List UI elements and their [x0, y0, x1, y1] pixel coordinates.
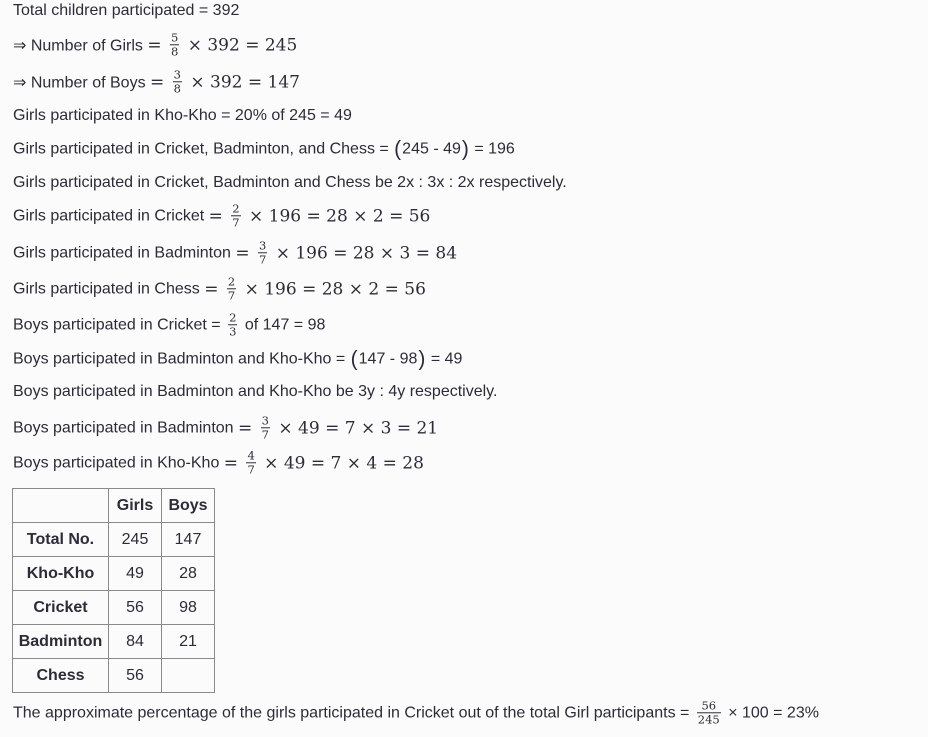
table-cell: 28 — [162, 557, 215, 591]
fraction — [170, 31, 179, 58]
table-row-label: Total No. — [13, 523, 109, 557]
solution-line — [13, 139, 515, 160]
fraction-denominator: 8 — [173, 81, 181, 96]
plain-text: Total children participated = 392 — [13, 2, 240, 19]
plain-text: ⇒ Number of Boys — [13, 74, 151, 91]
plain-text: Boys participated in Cricket = — [13, 316, 226, 333]
table-header-cell: Girls — [109, 489, 162, 523]
table-cell: 245 — [109, 523, 162, 557]
fraction-numerator: 3 — [173, 67, 181, 82]
math-text: = — [223, 453, 244, 473]
plain-text: Girls participated in Cricket, Badminton, and Chess = — [13, 140, 394, 157]
math-text: × 392 = 147 — [185, 72, 300, 92]
open-paren: ( — [350, 347, 358, 371]
solution-line — [13, 174, 567, 192]
table-header-row — [13, 489, 215, 523]
plain-text: Boys participated in Kho-Kho — [13, 454, 224, 471]
plain-text: Boys participated in Badminton and Kho-Kho = — [13, 350, 350, 367]
table-row-label: Chess — [13, 659, 109, 693]
solution-line — [13, 2, 239, 20]
table-header-cell — [13, 489, 109, 523]
fraction-numerator: 4 — [247, 448, 255, 463]
fraction — [261, 414, 270, 441]
fraction-denominator: 7 — [261, 427, 269, 442]
table-cell: 84 — [109, 625, 162, 659]
table-row — [13, 625, 215, 659]
summary-table-head — [13, 489, 215, 523]
solution-line — [13, 383, 497, 401]
fraction-numerator: 56 — [701, 698, 717, 713]
plain-text: Boys participated in Badminton and Kho-Kho be 3y : 4y respectively. — [13, 383, 498, 400]
table-row — [13, 591, 215, 625]
fraction-numerator: 2 — [232, 201, 240, 216]
plain-text: = 49 — [426, 350, 463, 367]
solution-line — [13, 414, 438, 441]
solution-line — [13, 275, 426, 302]
fraction — [258, 239, 267, 266]
table-row — [13, 659, 215, 693]
close-paren: ) — [418, 347, 426, 371]
fraction-numerator: 3 — [261, 413, 269, 428]
fraction-denominator: 8 — [170, 44, 179, 59]
plain-text: Girls participated in Cricket — [13, 207, 209, 224]
fraction — [246, 449, 255, 476]
close-paren: ) — [461, 137, 469, 161]
paren-content: 147 - 98 — [358, 350, 418, 367]
fraction-numerator: 3 — [258, 238, 267, 253]
table-cell: 49 — [109, 557, 162, 591]
table-cell: 21 — [162, 625, 215, 659]
fraction-denominator: 7 — [247, 462, 255, 477]
solution-line — [13, 449, 424, 476]
math-text: = — [150, 72, 170, 92]
plain-text: Girls participated in Chess — [13, 280, 205, 297]
table-row-label: Kho-Kho — [13, 557, 109, 591]
paren-content: 245 - 49 — [402, 140, 461, 157]
fraction-denominator: 3 — [229, 324, 237, 339]
solution-line — [13, 239, 457, 266]
table-row-label: Cricket — [13, 591, 109, 625]
math-text: × 196 = 28 × 2 = 56 — [239, 279, 426, 299]
math-text: × 49 = 7 × 4 = 28 — [258, 453, 424, 473]
footer-line — [13, 699, 819, 726]
math-text: = — [235, 243, 255, 263]
fraction-denominator: 245 — [697, 712, 720, 727]
math-text: = — [204, 279, 224, 299]
table-cell: 147 — [162, 523, 215, 557]
table-cell — [162, 659, 215, 693]
fraction-numerator: 5 — [170, 30, 179, 45]
solution-line — [13, 311, 325, 338]
plain-text: The approximate percentage of the girls participated in Cricket out of the total Girl participants = — [13, 704, 694, 721]
math-text: × 196 = 28 × 3 = 84 — [270, 243, 458, 263]
solution-line — [13, 31, 297, 58]
solution-line — [13, 349, 462, 370]
fraction — [697, 699, 721, 726]
fraction — [228, 311, 237, 338]
plain-text: Boys participated in Badminton — [13, 419, 239, 436]
table-header-cell: Boys — [162, 489, 215, 523]
table-cell: 56 — [109, 591, 162, 625]
math-text: = — [238, 418, 258, 438]
fraction — [173, 68, 182, 95]
plain-text: × 100 = 23% — [723, 704, 819, 721]
fraction-numerator: 2 — [229, 310, 237, 325]
open-paren: ( — [394, 137, 402, 161]
fraction-denominator: 7 — [227, 288, 236, 303]
table-row — [13, 523, 215, 557]
math-text: × 49 = 7 × 3 = 21 — [273, 418, 439, 438]
plain-text: Girls participated in Badminton — [13, 244, 236, 261]
plain-text: ⇒ Number of Girls — [13, 37, 148, 54]
fraction-denominator: 7 — [258, 252, 267, 267]
table-cell: 56 — [109, 659, 162, 693]
plain-text: Girls participated in Cricket, Badminton and Chess be 2x : 3x : 2x respectively. — [13, 174, 567, 191]
table-cell: 98 — [162, 591, 215, 625]
summary-table-body — [13, 523, 215, 693]
math-text: × 392 = 245 — [182, 35, 298, 55]
solution-line — [13, 202, 430, 229]
fraction — [227, 275, 236, 302]
table-row-label: Badminton — [13, 625, 109, 659]
table-row — [13, 557, 215, 591]
solution-line — [13, 107, 352, 125]
summary-table — [12, 488, 215, 693]
fraction — [231, 202, 240, 229]
fraction-numerator: 2 — [227, 274, 236, 289]
fraction-denominator: 7 — [232, 215, 240, 230]
plain-text: = 196 — [469, 140, 515, 157]
plain-text: of 147 = 98 — [240, 316, 326, 333]
math-text: = — [208, 206, 229, 226]
math-text: = — [147, 35, 167, 55]
math-text: × 196 = 28 × 2 = 56 — [243, 206, 431, 226]
plain-text: Girls participated in Kho-Kho = 20% of 245 = 49 — [13, 107, 352, 124]
solution-line — [13, 68, 300, 95]
